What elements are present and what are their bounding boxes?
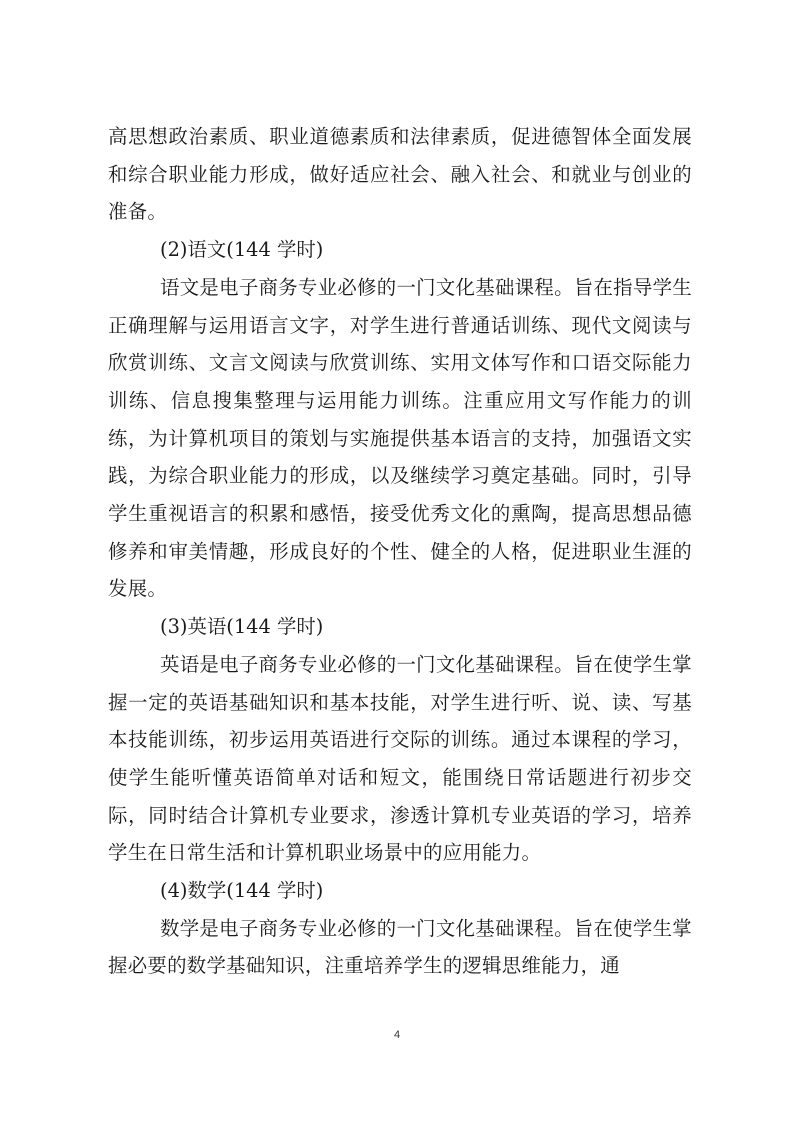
page-number: 4 <box>393 1029 401 1041</box>
section-heading-chinese: (2)语文(144 学时) <box>160 238 324 262</box>
paragraph-math-course: 数学是电子商务专业必修的一门文化基础课程。旨在使学生掌握必要的数学基础知识，注重培养学生的逻辑思维能力，通 <box>108 916 692 978</box>
section-heading-math: (4)数学(144 学时) <box>160 879 324 903</box>
paragraph-english-course: 英语是电子商务专业必修的一门文化基础课程。旨在使学生掌握一定的英语基础知识和基本技能，对学生进行听、说、读、写基本技能训练，初步运用英语进行交际的训练。通过本课程的学习，使学生能听懂英语简单对话和短文，能围绕日常话题进行初步交际，同时结合计算机专业要求，渗透计算机专业英语的学习，培养学生在日常生活和计算机职业场景中的应用能力。 <box>108 652 692 865</box>
document-body <box>108 118 692 985</box>
section-heading-english: (3)英语(144 学时) <box>160 615 324 639</box>
paragraph-chinese-course: 语文是电子商务专业必修的一门文化基础课程。旨在指导学生正确理解与运用语言文字，对学生进行普通话训练、现代文阅读与欣赏训练、文言文阅读与欣赏训练、实用文体写作和口语交际能力训练、信息搜集整理与运用能力训练。注重应用文写作能力的训练，为计算机项目的策划与实施提供基本语言的支持，加强语文实践，为综合职业能力的形成，以及继续学习奠定基础。同时，引导学生重视语言的积累和感悟，接受优秀文化的熏陶，提高思想品德修养和审美情趣，形成良好的个性、健全的人格，促进职业生涯的发展。 <box>108 275 692 601</box>
paragraph-continued: 高思想政治素质、职业道德素质和法律素质，促进德智体全面发展和综合职业能力形成，做好适应社会、融入社会、和就业与创业的准备。 <box>108 125 692 224</box>
